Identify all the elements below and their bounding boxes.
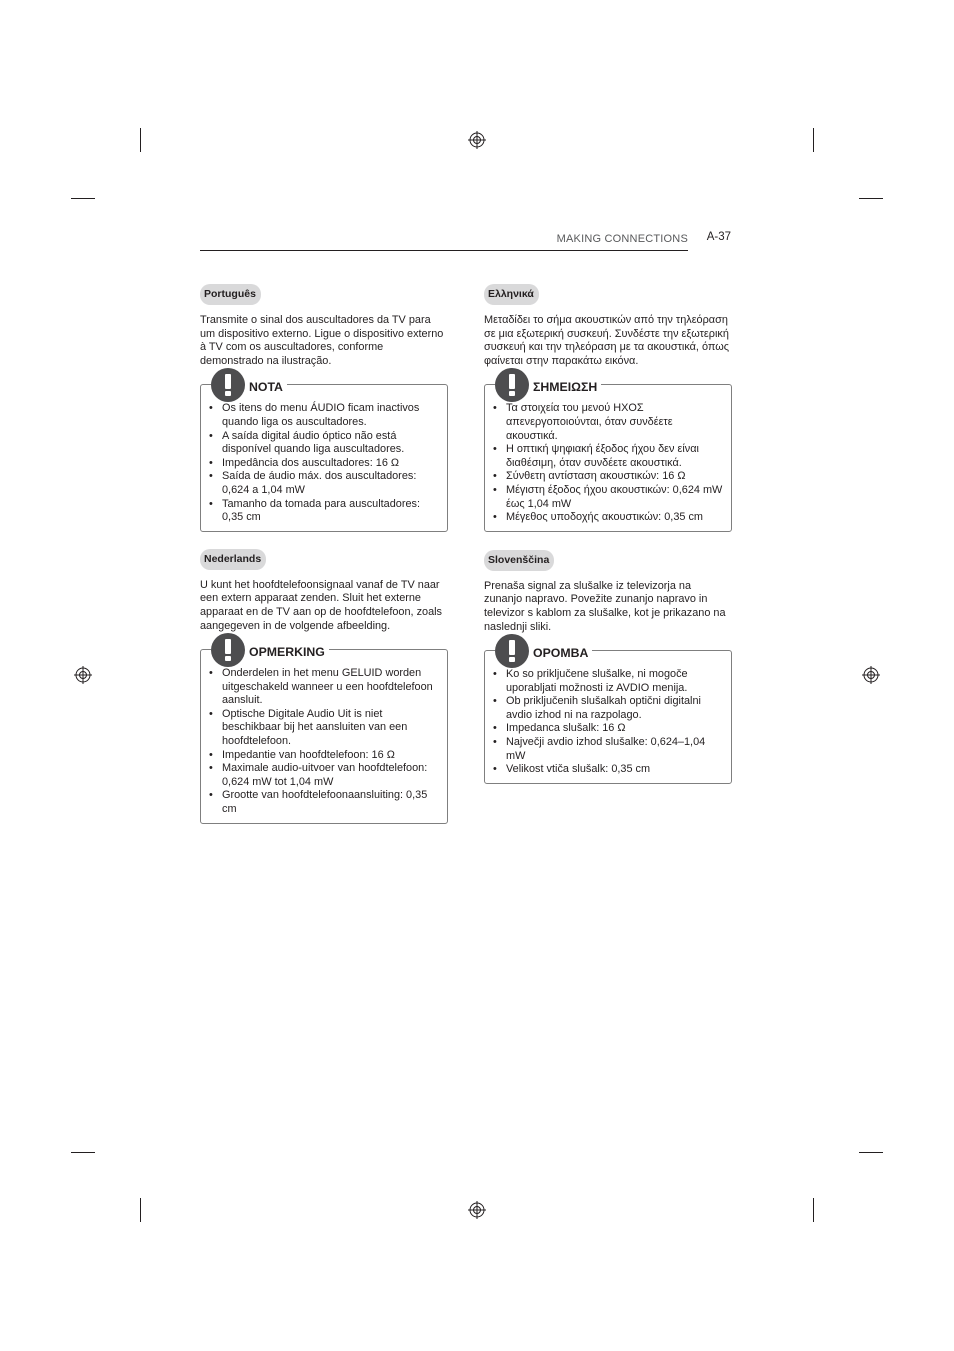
- list-item: • Μέγιστη έξοδος ήχου ακουστικών: 0,624 mW έως 1,04 mW: [493, 484, 723, 511]
- registration-mark-icon: [468, 131, 486, 149]
- note-title: NOTA: [249, 380, 283, 395]
- exclamation-icon: [495, 368, 529, 402]
- note-box: [484, 646, 732, 784]
- list-item: • Τα στοιχεία του μενού ΗΧΟΣ απενεργοποιούνται, όταν συνδέετε ακουστικά.: [493, 402, 723, 443]
- list-item: • Velikost vtiča slušalk: 0,35 cm: [493, 763, 723, 777]
- note-list: [209, 667, 439, 817]
- section-portuguese: [200, 284, 448, 532]
- section-paragraph: Prenaša signal za slušalke iz televizorja na zunanjo napravo. Povežite zunanjo napravo in televizor s kablom za slušalke, kot je prikazano na naslednji sliki.: [484, 579, 726, 633]
- note-list: [493, 402, 723, 524]
- note-box: [200, 380, 448, 531]
- crop-mark: [813, 128, 814, 152]
- exclamation-icon: [211, 368, 245, 402]
- language-label: Nederlands: [200, 549, 266, 570]
- list-item: • Ob priključenih slušalkah optični digitalni avdio izhod ni na razpolago.: [493, 695, 723, 722]
- note-title: ΣΗΜΕΙΩΣΗ: [533, 380, 598, 395]
- list-item: • Η οπτική ψηφιακή έξοδος ήχου δεν είναι διαθέσιμη, όταν συνδέετε ακουστικά.: [493, 443, 723, 470]
- crop-mark: [71, 198, 95, 199]
- registration-mark-icon: [468, 1201, 486, 1219]
- list-item: • Grootte van hoofdtelefoonaansluiting: 0,35 cm: [209, 789, 439, 816]
- list-item: • Saída de áudio máx. dos auscultadores: 0,624 a 1,04 mW: [209, 470, 439, 497]
- list-item: • Impedanca slušalk: 16 Ω: [493, 722, 723, 736]
- header-divider: [200, 250, 688, 251]
- list-item: • Največji avdio izhod slušalke: 0,624–1,04 mW: [493, 736, 723, 763]
- list-item: • Os itens do menu ÁUDIO ficam inactivos quando liga os auscultadores.: [209, 402, 439, 429]
- crop-mark: [71, 1152, 95, 1153]
- note-title: OPOMBA: [533, 646, 589, 661]
- crop-mark: [859, 198, 883, 199]
- section-greek: [484, 284, 732, 532]
- exclamation-icon: [495, 634, 529, 668]
- registration-mark-icon: [862, 666, 880, 684]
- page-header: [200, 231, 731, 252]
- list-item: • Onderdelen in het menu GELUID worden uitgeschakeld wanneer u een hoofdtelefoon aansluit.: [209, 667, 439, 708]
- left-column: [200, 284, 448, 824]
- list-item: • Σύνθετη αντίσταση ακουστικών: 16 Ω: [493, 470, 723, 484]
- page-number: A-37: [706, 231, 731, 243]
- section-slovenian: [484, 550, 732, 784]
- note-title: OPMERKING: [249, 645, 325, 660]
- section-paragraph: U kunt het hoofdtelefoonsignaal vanaf de TV naar een extern apparaat zenden. Sluit het externe apparaat en de TV aan op de hoofdtelefoon, zoals aangegeven in de volgende afbeelding.: [200, 578, 443, 632]
- crop-mark: [140, 1198, 141, 1222]
- note-box: [200, 645, 448, 824]
- exclamation-icon: [211, 633, 245, 667]
- list-item: • Ko so priključene slušalke, ni mogoče uporabljati možnosti iz AVDIO menija.: [493, 668, 723, 695]
- section-paragraph: Transmite o sinal dos auscultadores da TV para um dispositivo externo. Ligue o dispositivo externo à TV com os auscultadores, conforme demonstrado na ilustração.: [200, 314, 444, 367]
- note-list: [493, 668, 723, 777]
- list-item: • Tamanho da tomada para auscultadores: 0,35 cm: [209, 498, 439, 525]
- right-column: [484, 284, 732, 784]
- note-box: [484, 380, 732, 531]
- list-item: • Optische Digitale Audio Uit is niet beschikbaar bij het aansluiten van een hoofdtelefoon.: [209, 708, 439, 749]
- list-item: • Maximale audio-uitvoer van hoofdtelefoon: 0,624 mW tot 1,04 mW: [209, 762, 439, 789]
- section-paragraph: Μεταδίδει το σήμα ακουστικών από την τηλεόραση σε μια εξωτερική συσκευή. Συνδέστε την εξωτερική συσκευή και την τηλεόραση με τα ακουστικά, όπως φαίνεται στην παρακάτω εικόνα.: [484, 314, 729, 367]
- list-item: • Impedantie van hoofdtelefoon: 16 Ω: [209, 749, 439, 763]
- section-title: MAKING CONNECTIONS: [556, 233, 688, 245]
- crop-mark: [859, 1152, 883, 1153]
- note-list: [209, 402, 439, 524]
- list-item: • Μέγεθος υποδοχής ακουστικών: 0,35 cm: [493, 511, 723, 525]
- crop-mark: [813, 1198, 814, 1222]
- crop-mark: [140, 128, 141, 152]
- language-label: Slovenščina: [484, 550, 554, 571]
- registration-mark-icon: [74, 666, 92, 684]
- section-dutch: [200, 549, 448, 824]
- language-label: Ελληνικά: [484, 284, 539, 305]
- language-label: Português: [200, 284, 261, 305]
- list-item: • Impedância dos auscultadores: 16 Ω: [209, 457, 439, 471]
- list-item: • A saída digital áudio óptico não está disponível quando liga auscultadores.: [209, 430, 439, 457]
